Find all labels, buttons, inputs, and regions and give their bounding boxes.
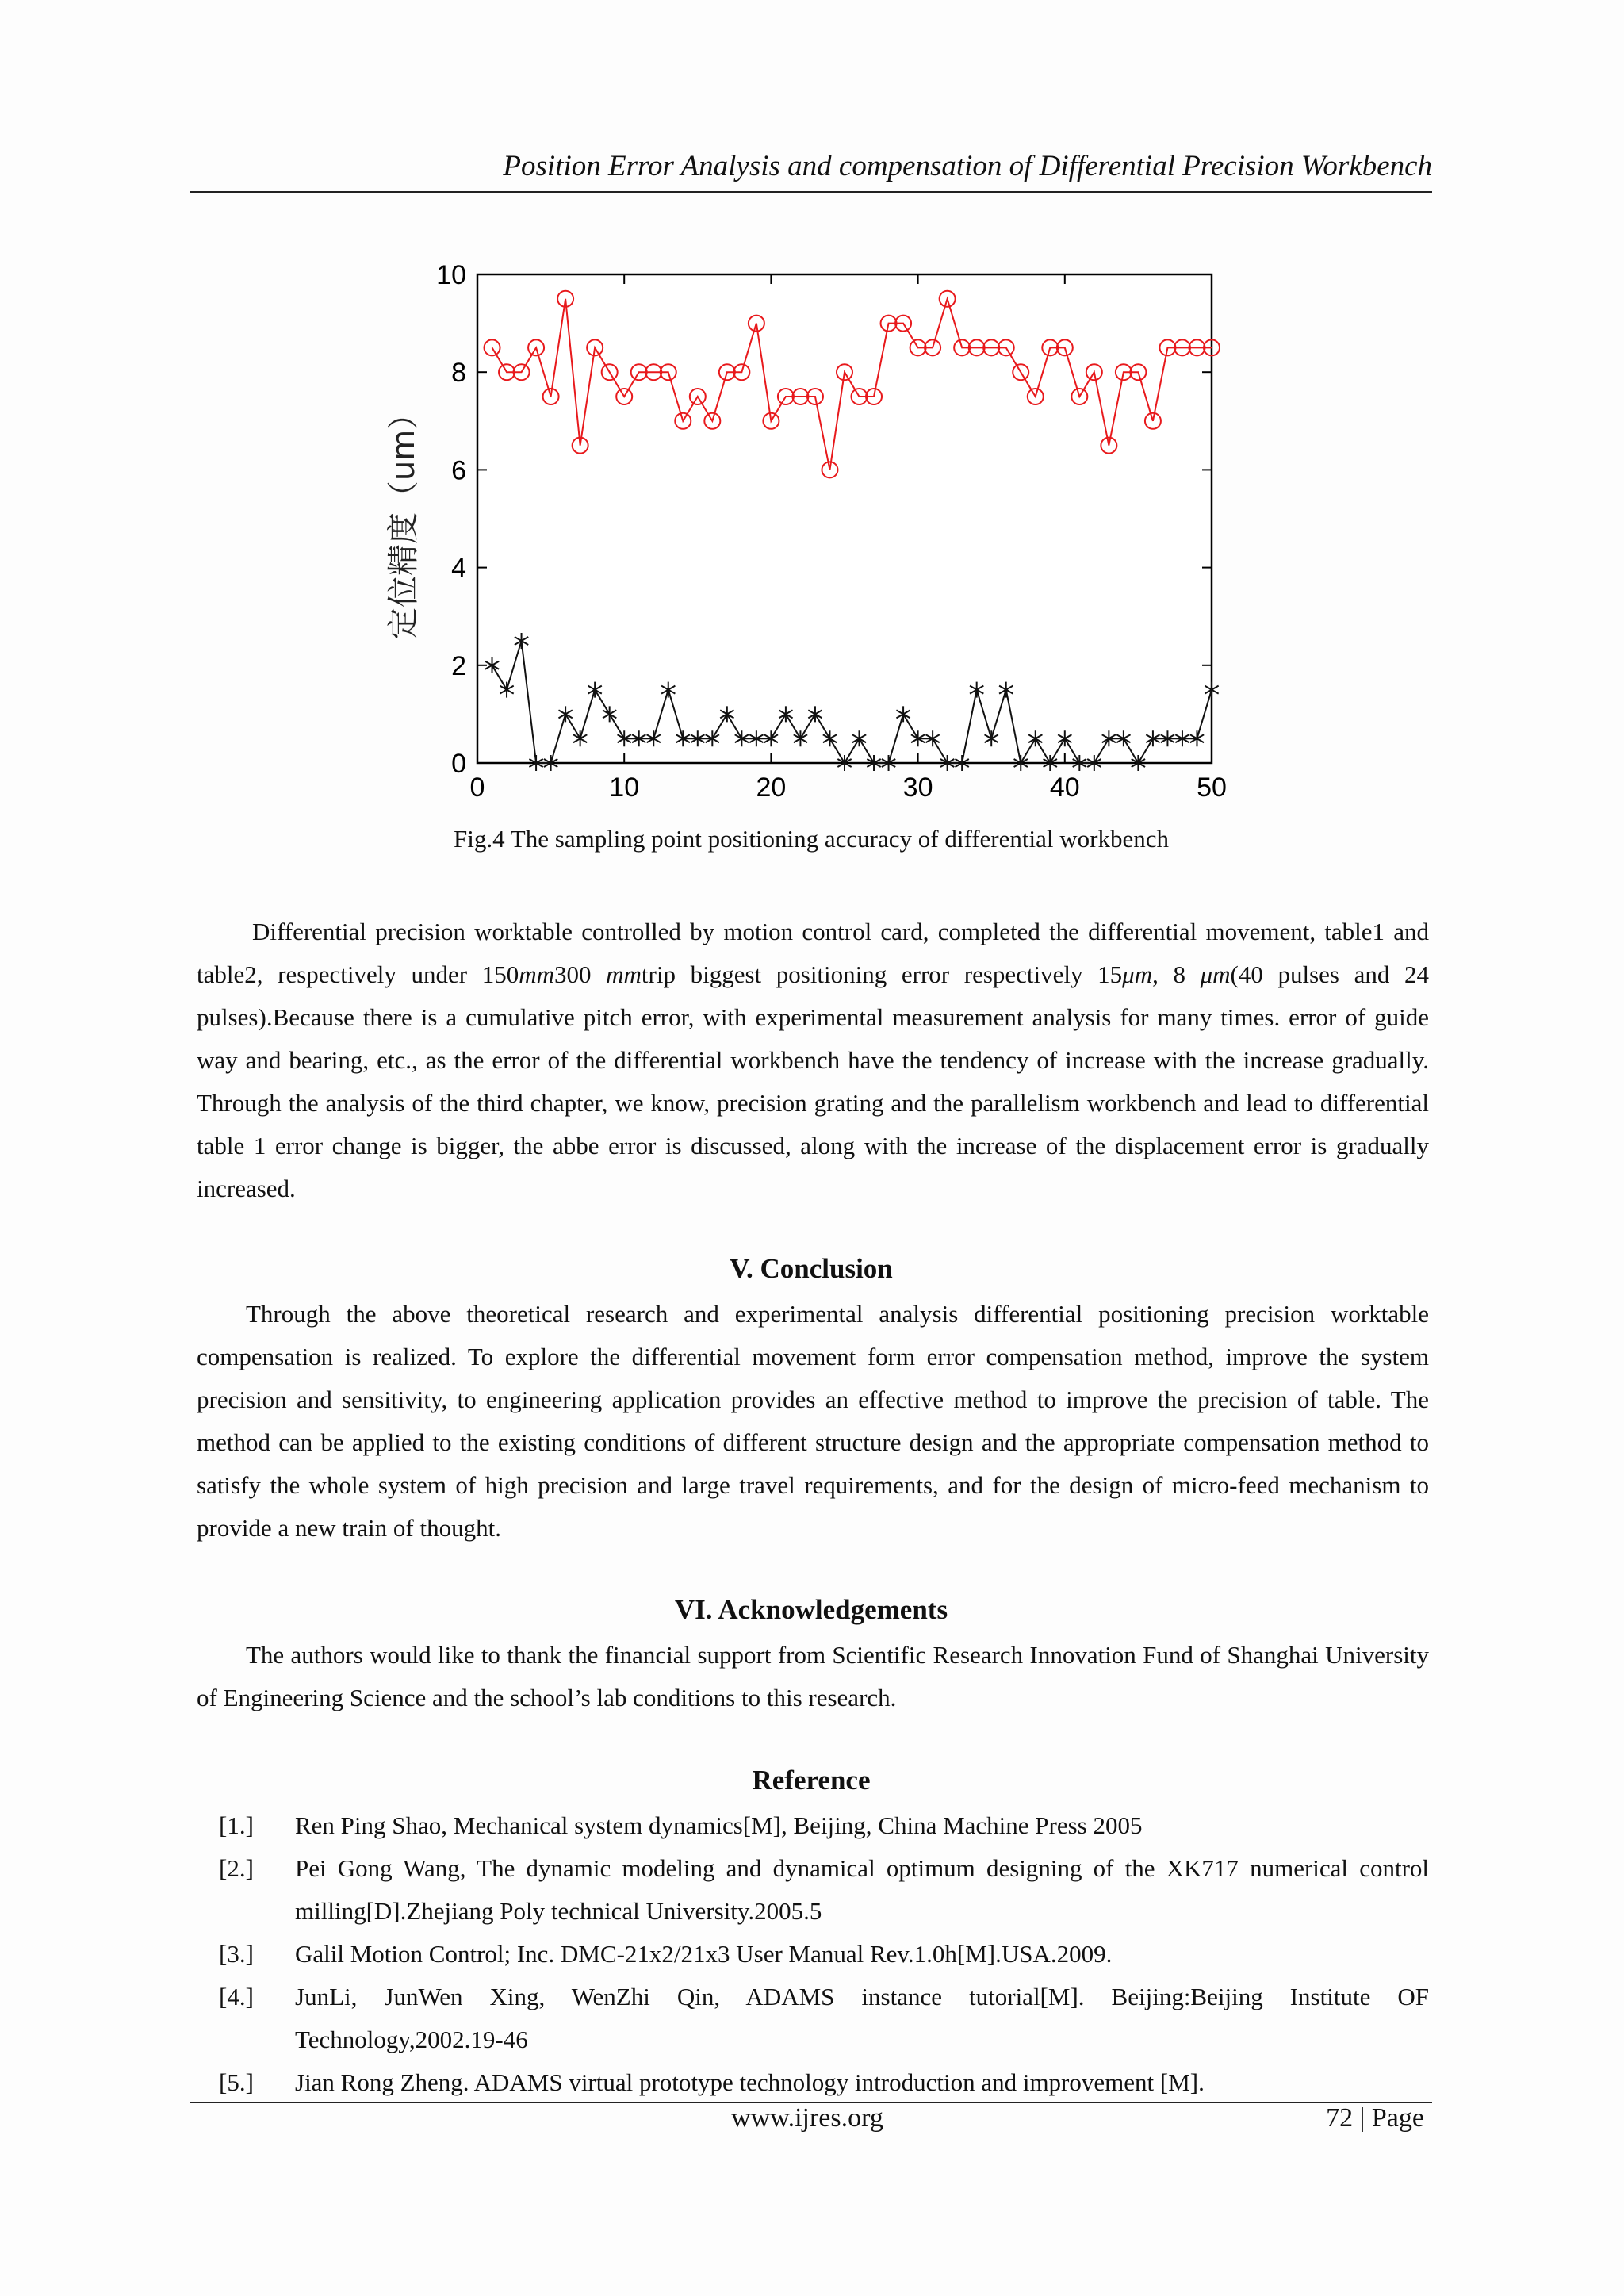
x-tick-label: 20	[756, 772, 787, 803]
y-tick-label: 6	[451, 455, 466, 486]
x-tick-label: 0	[469, 772, 485, 803]
reference-item: [2.] Pei Gong Wang, The dynamic modeling and dynamical optimum designing of the XK717 numerical control milling[D].Zhejiang Poly technical University.2005.5	[219, 1854, 1429, 1925]
journal-website[interactable]: www.ijres.org	[731, 2103, 883, 2133]
reference-list	[219, 1804, 1429, 2104]
y-axis-label: 定位精度（um）	[385, 397, 422, 640]
reference-item: [4.] JunLi, JunWen Xing, WenZhi Qin, ADAMS instance tutorial[M]. Beijing:Beijing Institute OF Technology,2002.19-46	[219, 1983, 1429, 2053]
y-tick-label: 10	[436, 260, 466, 290]
x-tick-label: 40	[1049, 772, 1080, 803]
y-tick-label: 4	[451, 553, 466, 584]
acknowledgements-paragraph: The authors would like to thank the financial support from Scientific Research Innovation Fund of Shanghai University of Engineering Science and the school’s lab conditions to this research.	[197, 1641, 1429, 1711]
conclusion-paragraph: Through the above theoretical research and experimental analysis differential positioning precision worktable compensation is realized. To explore the differential movement form error compensation method, improve the system precision and sensitivity, to engineering application provides an effective method to improve the precision of table. The method can be applied to the existing conditions of different structure design and the appropriate compensation method to satisfy the whole system of high precision and large travel requirements, and for the design of micro-feed mechanism to provide a new train of thought.	[197, 1300, 1429, 1542]
reference-item: [5.] Jian Rong Zheng. ADAMS virtual prototype technology introduction and improvement [M].	[219, 2068, 1205, 2096]
y-tick-label: 0	[451, 749, 466, 779]
figure-caption: Fig.4 The sampling point positioning accuracy of differential workbench	[454, 825, 1169, 853]
positioning-accuracy-chart	[373, 246, 1245, 817]
header-rule	[190, 191, 1432, 193]
acknowledgements-heading: VI. Acknowledgements	[674, 1594, 948, 1625]
reference-item: [1.] Ren Ping Shao, Mechanical system dynamics[M], Beijing, China Machine Press 2005	[219, 1811, 1143, 1839]
page-number: 72 | Page	[1326, 2103, 1424, 2133]
y-tick-label: 8	[451, 358, 466, 389]
conclusion-heading: V. Conclusion	[730, 1253, 893, 1284]
x-tick-label: 50	[1197, 772, 1227, 803]
x-tick-label: 10	[609, 772, 640, 803]
running-header: Position Error Analysis and compensation of Differential Precision Workbench	[503, 150, 1432, 182]
x-tick-label: 30	[902, 772, 933, 803]
reference-heading: Reference	[752, 1765, 871, 1796]
reference-item: [3.] Galil Motion Control; Inc. DMC-21x2/21x3 User Manual Rev.1.0h[M].USA.2009.	[219, 1940, 1113, 1968]
y-tick-label: 2	[451, 650, 466, 681]
body-paragraph-1: Differential precision worktable controlled by motion control card, completed the differential movement, table1 and table2, respectively under 150mm300 mmtrip biggest positioning error respectively 15μm, 8 μm(40 pulses and 24 pulses).Because there is a cumulative pitch error, with experimental measurement analysis for many times. error of guide way and bearing, etc., as the error of the differential workbench have the tendency of increase with the increase gradually. Through the analysis of the third chapter, we know, precision grating and the parallelism workbench and lead to differential table 1 error change is bigger, the abbe error is discussed, along with the increase of the displacement error is gradually increased.	[197, 918, 1430, 1202]
